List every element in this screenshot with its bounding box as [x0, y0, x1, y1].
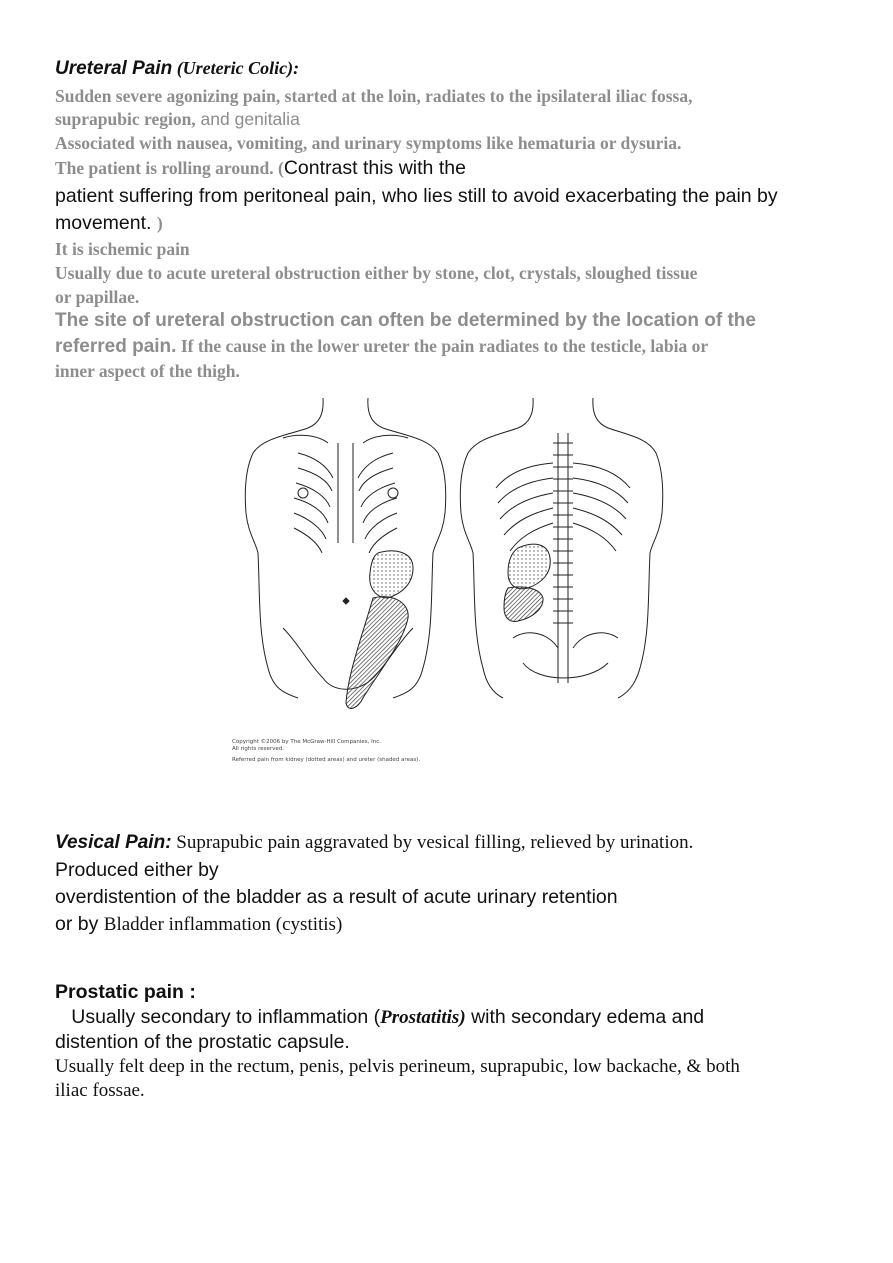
ureteral-line-11a: referred pain.: [55, 336, 177, 357]
ureteral-subtitle: (Ureteric Colic):: [176, 58, 300, 78]
vesical-line-4b: Bladder inflammation (cystitis): [103, 914, 343, 935]
referred-pain-figure: [228, 393, 668, 773]
prostatic-line-2: distention of the prostatic capsule.: [55, 1031, 350, 1053]
anatomy-illustration: [228, 393, 668, 773]
ureteral-line-2a: suprapubic region,: [55, 109, 196, 129]
back-ureter-referred-area: [504, 587, 543, 622]
ureteral-line-5: patient suffering from peritoneal pain, who lies still to avoid exacerbating the pain by: [55, 185, 778, 207]
ureteral-line-2b: and genitalia: [195, 109, 300, 129]
vesical-line-1: [55, 831, 693, 856]
ureteral-title: Ureteral Pain: [55, 58, 173, 79]
figure-copyright-2: All rights reserved.: [232, 746, 285, 752]
figure-copyright-1: Copyright ©2006 by The McGraw-Hill Companies, Inc.: [232, 739, 382, 745]
prostatic-line-3: Usually felt deep in the rectum, penis, pelvis perineum, suprapubic, low backache, & both: [55, 1056, 740, 1077]
back-torso: [460, 398, 662, 698]
ureter-referred-area: [346, 597, 408, 709]
ureteral-line-3: Associated with nausea, vomiting, and urinary symptoms like hematuria or dysuria.: [55, 133, 682, 153]
ureteral-line-7: It is ischemic pain: [55, 239, 190, 259]
ureteral-line-4b: Contrast this with the: [283, 157, 466, 179]
ureteral-heading: [55, 56, 299, 82]
prostatic-title: [55, 980, 196, 1006]
prostatic-line-1b: Prostatitis): [380, 1007, 466, 1028]
vesical-line-2: Produced either by: [55, 859, 219, 881]
ureteral-line-11: [55, 334, 708, 360]
vesical-line-3: overdistention of the bladder as a result of acute urinary retention: [55, 886, 618, 908]
prostatic-title-text: Prostatic pain :: [55, 981, 196, 1003]
ureteral-line-6a: movement.: [55, 212, 157, 234]
prostatic-line-4: iliac fossae.: [55, 1080, 145, 1101]
ureteral-line-4a: The patient is rolling around. (: [55, 158, 284, 178]
vesical-line-1-text: Suprapubic pain aggravated by vesical filling, relieved by urination.: [171, 832, 694, 853]
ureteral-line-8: Usually due to acute ureteral obstruction either by stone, clot, crystals, sloughed tissue: [55, 263, 698, 283]
ureteral-line-6: [55, 211, 163, 237]
vesical-line-4: [55, 912, 342, 938]
back-kidney-referred-area: [508, 544, 550, 589]
prostatic-line-1a: Usually secondary to inflammation (: [55, 1006, 381, 1028]
ureteral-line-1: Sudden severe agonizing pain, started at the loin, radiates to the ipsilateral iliac fossa,: [55, 86, 693, 106]
prostatic-line-1c: with secondary edema and: [465, 1006, 705, 1028]
ureteral-line-2: [55, 107, 300, 133]
ureteral-line-10: The site of ureteral obstruction can often be determined by the location of the: [55, 310, 756, 331]
ureteral-line-9: or papillae.: [55, 287, 140, 307]
front-torso: [245, 398, 445, 698]
prostatic-line-1: [55, 1005, 704, 1031]
ureteral-line-12: inner aspect of the thigh.: [55, 361, 240, 381]
vesical-line-4a: or by: [55, 913, 104, 935]
ureteral-line-6b: ): [156, 213, 163, 233]
figure-caption: Referred pain from kidney (dotted areas) and ureter (shaded areas).: [232, 757, 421, 763]
kidney-referred-area: [370, 551, 413, 598]
ureteral-line-4: [55, 156, 466, 182]
vesical-title: Vesical Pain:: [55, 832, 172, 853]
ureteral-line-11b: If the cause in the lower ureter the pain radiates to the testicle, labia or: [176, 336, 709, 356]
